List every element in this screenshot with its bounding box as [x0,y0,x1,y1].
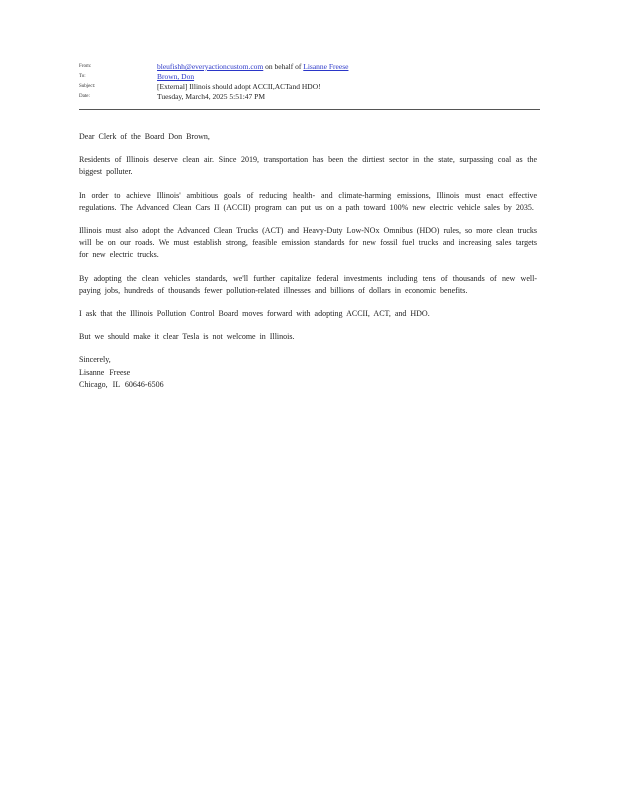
subject-label: Subject: [79,84,96,89]
email-body [79,131,537,391]
to-label: To: [79,74,86,79]
date-row [79,92,539,102]
signature-name: Lisanne Freese [79,367,131,377]
from-label: From: [79,64,92,69]
date-label: Date: [79,94,90,99]
to-row [79,72,539,82]
body-paragraph-6: But we should make it clear Tesla is not welcome in Illinois. [79,332,295,342]
closing: Sincerely, [79,355,111,365]
header-divider [79,109,540,110]
from-row [79,62,539,72]
sender-email-link[interactable]: bleufishh@everyactioncustom.com [157,62,264,71]
body-paragraph-2: In order to achieve Illinois' ambitious goals of reducing health- and climate-harming emissions, Illinois must enact effective regulations. The Advanced Clean Cars II (ACCII) program can put us on a path toward 100% new electric vehicle sales by 2035. [79,190,537,212]
body-paragraph-3: Illinois must also adopt the Advanced Clean Trucks (ACT) and Heavy-Duty Low-NOx Omnibus (HDO) rules, so more clean trucks will be on our roads. We must establish strong, feasible emission standards for new fossil fuel trucks and increasing sales targets for new electric trucks. [79,226,537,260]
recipient-link[interactable]: Brown, Don [157,72,195,81]
body-paragraph-4: By adopting the clean vehicles standards, we'll further capitalize federal investments including tens of thousands of new well-paying jobs, hundreds of thousands fewer pollution-related illnesses and billions of dollars in economic benefits. [79,273,537,295]
salutation: Dear Clerk of the Board Don Brown, [79,132,210,141]
subject-row [79,82,539,92]
signature-location: Chicago, IL 60646-6506 [79,379,164,389]
from-on-behalf-text: on behalf of [263,62,304,71]
date-value: Tuesday, March4, 2025 5:51:47 PM [157,92,265,101]
body-paragraph-5: I ask that the Illinois Pollution Control Board moves forward with adopting ACCII, ACT, and HDO. [79,309,430,319]
sender-name-link[interactable]: Lisanne Freese [303,62,349,71]
from-value [157,62,348,72]
subject-value: [External] Illinois should adopt ACCII,ACTand HDO! [157,82,321,91]
email-header [79,62,539,102]
body-paragraph-1: Residents of Illinois deserve clean air. Since 2019, transportation has been the dirtiest sector in the state, surpassing coal as the biggest polluter. [79,155,537,177]
